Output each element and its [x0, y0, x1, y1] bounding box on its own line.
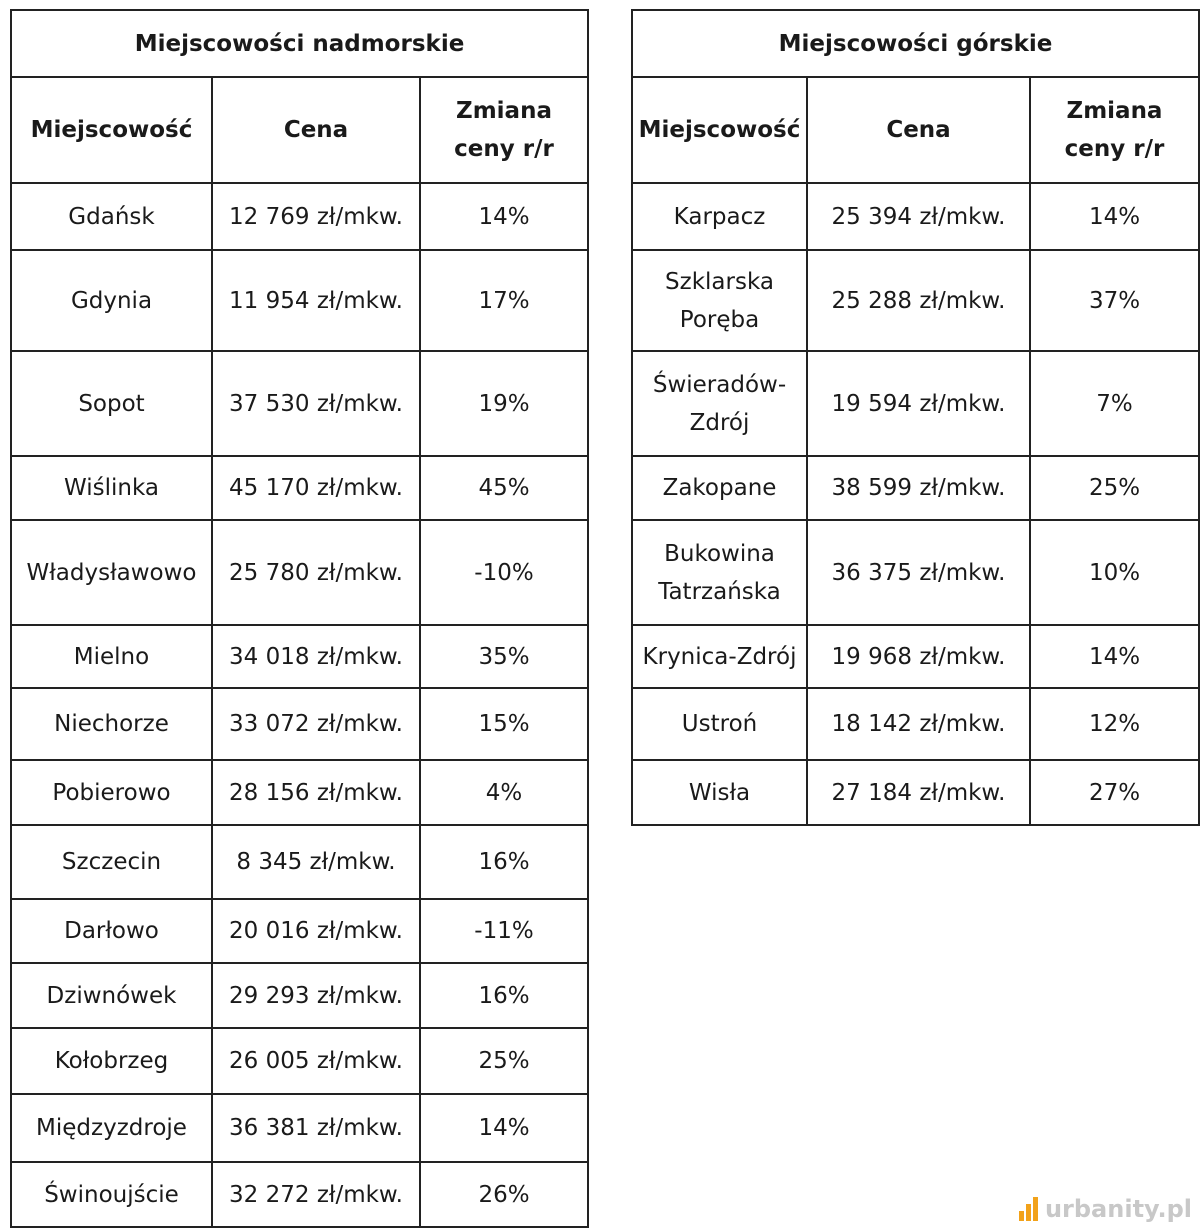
mountain-table	[631, 9, 1200, 826]
table-row	[11, 688, 588, 760]
town-cell: Gdynia	[11, 250, 212, 351]
table-row	[632, 688, 1199, 760]
table-row	[11, 1162, 588, 1227]
watermark-text: urbanity.pl	[1044, 1195, 1192, 1223]
town-cell: Władysławowo	[11, 520, 212, 625]
table-row	[632, 456, 1199, 520]
town-cell: Gdańsk	[11, 183, 212, 250]
table-row	[11, 351, 588, 456]
header-town: Miejscowość	[632, 77, 807, 183]
change-cell: 4%	[420, 760, 588, 825]
table-row	[632, 250, 1199, 351]
price-cell: 25 394 zł/mkw.	[807, 183, 1030, 250]
mountain-table-body	[632, 183, 1199, 825]
price-cell: 20 016 zł/mkw.	[212, 899, 420, 963]
header-change: Zmiana ceny r/r	[1030, 77, 1199, 183]
table-row	[11, 250, 588, 351]
price-cell: 18 142 zł/mkw.	[807, 688, 1030, 760]
town-cell: Mielno	[11, 625, 212, 688]
town-cell: Szczecin	[11, 825, 212, 899]
table-row	[11, 183, 588, 250]
table-row	[632, 625, 1199, 688]
header-town: Miejscowość	[11, 77, 212, 183]
price-cell: 38 599 zł/mkw.	[807, 456, 1030, 520]
table-row	[11, 1094, 588, 1162]
table-row	[11, 825, 588, 899]
change-cell: 10%	[1030, 520, 1199, 625]
price-cell: 19 594 zł/mkw.	[807, 351, 1030, 456]
price-cell: 12 769 zł/mkw.	[212, 183, 420, 250]
price-cell: 36 381 zł/mkw.	[212, 1094, 420, 1162]
table-row	[11, 899, 588, 963]
table-row	[632, 760, 1199, 825]
price-cell: 36 375 zł/mkw.	[807, 520, 1030, 625]
price-cell: 26 005 zł/mkw.	[212, 1028, 420, 1094]
town-cell: Szklarska Poręba	[632, 250, 807, 351]
change-cell: -11%	[420, 899, 588, 963]
change-cell: 35%	[420, 625, 588, 688]
change-cell: 16%	[420, 963, 588, 1028]
table-row	[11, 1028, 588, 1094]
header-change: Zmiana ceny r/r	[420, 77, 588, 183]
table-row	[11, 760, 588, 825]
table-row	[11, 963, 588, 1028]
change-cell: 25%	[1030, 456, 1199, 520]
town-cell: Bukowina Tatrzańska	[632, 520, 807, 625]
change-cell: 25%	[420, 1028, 588, 1094]
change-cell: -10%	[420, 520, 588, 625]
table-row	[632, 351, 1199, 456]
change-cell: 45%	[420, 456, 588, 520]
seaside-table	[10, 9, 589, 1228]
town-cell: Świeradów- Zdrój	[632, 351, 807, 456]
price-cell: 11 954 zł/mkw.	[212, 250, 420, 351]
price-cell: 27 184 zł/mkw.	[807, 760, 1030, 825]
change-cell: 27%	[1030, 760, 1199, 825]
town-cell: Wiślinka	[11, 456, 212, 520]
table-row	[11, 520, 588, 625]
header-price: Cena	[807, 77, 1030, 183]
change-cell: 7%	[1030, 351, 1199, 456]
change-cell: 15%	[420, 688, 588, 760]
table-row	[11, 625, 588, 688]
town-cell: Międzyzdroje	[11, 1094, 212, 1162]
town-cell: Ustroń	[632, 688, 807, 760]
town-cell: Kołobrzeg	[11, 1028, 212, 1094]
table-row	[632, 520, 1199, 625]
price-cell: 19 968 zł/mkw.	[807, 625, 1030, 688]
change-cell: 19%	[420, 351, 588, 456]
mountain-table-title: Miejscowości górskie	[632, 10, 1199, 77]
price-cell: 34 018 zł/mkw.	[212, 625, 420, 688]
change-cell: 37%	[1030, 250, 1199, 351]
change-cell: 17%	[420, 250, 588, 351]
change-cell: 16%	[420, 825, 588, 899]
price-cell: 37 530 zł/mkw.	[212, 351, 420, 456]
seaside-table-body	[11, 183, 588, 1227]
price-cell: 29 293 zł/mkw.	[212, 963, 420, 1028]
town-cell: Darłowo	[11, 899, 212, 963]
price-cell: 33 072 zł/mkw.	[212, 688, 420, 760]
town-cell: Krynica-Zdrój	[632, 625, 807, 688]
town-cell: Karpacz	[632, 183, 807, 250]
change-cell: 26%	[420, 1162, 588, 1227]
change-cell: 14%	[1030, 625, 1199, 688]
price-cell: 28 156 zł/mkw.	[212, 760, 420, 825]
seaside-table-title: Miejscowości nadmorskie	[11, 10, 588, 77]
price-cell: 8 345 zł/mkw.	[212, 825, 420, 899]
town-cell: Sopot	[11, 351, 212, 456]
town-cell: Dziwnówek	[11, 963, 212, 1028]
town-cell: Świnoujście	[11, 1162, 212, 1227]
change-cell: 12%	[1030, 688, 1199, 760]
price-cell: 25 780 zł/mkw.	[212, 520, 420, 625]
price-cell: 32 272 zł/mkw.	[212, 1162, 420, 1227]
table-row	[11, 456, 588, 520]
table-row	[632, 183, 1199, 250]
town-cell: Wisła	[632, 760, 807, 825]
change-cell: 14%	[420, 183, 588, 250]
town-cell: Pobierowo	[11, 760, 212, 825]
change-cell: 14%	[1030, 183, 1199, 250]
price-cell: 25 288 zł/mkw.	[807, 250, 1030, 351]
town-cell: Zakopane	[632, 456, 807, 520]
bar-chart-icon	[1019, 1197, 1043, 1221]
town-cell: Niechorze	[11, 688, 212, 760]
watermark	[1019, 1195, 1192, 1223]
header-price: Cena	[212, 77, 420, 183]
price-cell: 45 170 zł/mkw.	[212, 456, 420, 520]
change-cell: 14%	[420, 1094, 588, 1162]
